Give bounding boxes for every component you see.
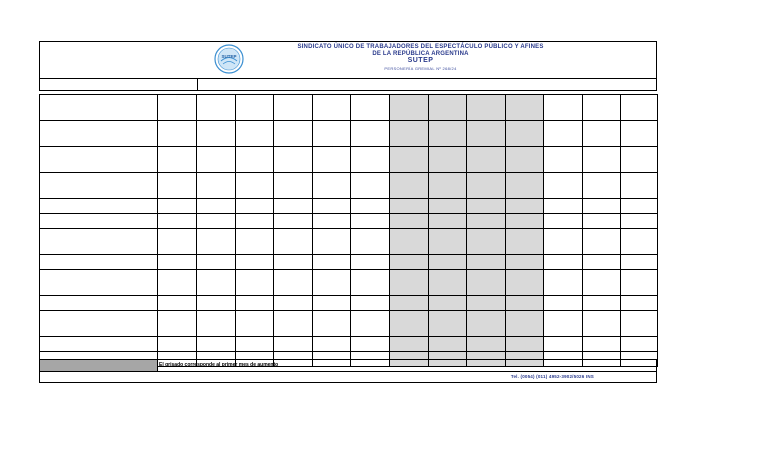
table-cell — [351, 311, 390, 337]
table-cell — [197, 229, 236, 255]
table-cell — [274, 337, 313, 352]
table-cell — [429, 255, 467, 270]
table-cell — [467, 337, 506, 352]
document-header — [39, 41, 657, 91]
table-cell — [313, 199, 351, 214]
table-cell — [274, 270, 313, 296]
salary-grid — [39, 94, 658, 367]
table-cell — [467, 199, 506, 214]
table-cell — [583, 95, 621, 121]
table-cell — [390, 311, 429, 337]
table-cell — [621, 270, 658, 296]
table-cell — [429, 270, 467, 296]
table-cell — [313, 255, 351, 270]
union-name-line2: DE LA REPÚBLICA ARGENTINA — [372, 50, 469, 57]
table-cell — [621, 147, 658, 173]
table-cell — [351, 229, 390, 255]
table-cell — [621, 255, 658, 270]
table-cell — [429, 95, 467, 121]
table-row — [40, 121, 658, 147]
table-row — [40, 337, 658, 352]
table-cell — [313, 270, 351, 296]
table-cell — [544, 95, 583, 121]
table-cell — [158, 270, 197, 296]
table-cell — [158, 311, 197, 337]
table-cell — [158, 147, 197, 173]
table-cell — [351, 173, 390, 199]
table-cell — [583, 311, 621, 337]
table-cell — [40, 173, 158, 199]
table-cell — [197, 173, 236, 199]
table-cell — [40, 147, 158, 173]
header-vertical-divider — [197, 78, 198, 90]
union-acronym: SUTEP — [407, 57, 434, 64]
table-cell — [351, 255, 390, 270]
table-cell — [583, 229, 621, 255]
table-cell — [313, 214, 351, 229]
table-cell — [467, 95, 506, 121]
table-cell — [351, 95, 390, 121]
table-cell — [506, 311, 544, 337]
table-cell — [390, 199, 429, 214]
table-cell — [467, 173, 506, 199]
table-cell — [158, 199, 197, 214]
table-cell — [467, 311, 506, 337]
table-cell — [506, 95, 544, 121]
table-cell — [583, 173, 621, 199]
table-row — [40, 147, 658, 173]
table-row — [40, 199, 658, 214]
table-cell — [236, 147, 274, 173]
table-cell — [621, 229, 658, 255]
table-cell — [467, 121, 506, 147]
table-cell — [429, 214, 467, 229]
table-cell — [40, 337, 158, 352]
table-cell — [506, 229, 544, 255]
table-cell — [351, 337, 390, 352]
table-cell — [158, 95, 197, 121]
document-footer — [39, 359, 657, 383]
table-cell — [236, 214, 274, 229]
table-cell — [467, 229, 506, 255]
table-cell — [40, 214, 158, 229]
table-cell — [274, 121, 313, 147]
table-cell — [236, 270, 274, 296]
table-cell — [583, 121, 621, 147]
table-cell — [197, 337, 236, 352]
table-cell — [390, 296, 429, 311]
table-cell — [506, 173, 544, 199]
table-cell — [429, 173, 467, 199]
table-cell — [506, 296, 544, 311]
table-cell — [351, 296, 390, 311]
table-cell — [274, 199, 313, 214]
table-cell — [467, 296, 506, 311]
table-cell — [313, 147, 351, 173]
table-cell — [583, 199, 621, 214]
table-cell — [390, 147, 429, 173]
table-cell — [583, 214, 621, 229]
table-cell — [313, 121, 351, 147]
table-cell — [158, 214, 197, 229]
table-cell — [583, 147, 621, 173]
personeria-gremial: PERSONERÍA GREMIAL Nº 268/24 — [384, 66, 457, 71]
table-cell — [621, 173, 658, 199]
table-cell — [429, 229, 467, 255]
table-cell — [236, 199, 274, 214]
table-cell — [621, 214, 658, 229]
table-cell — [313, 173, 351, 199]
table-cell — [544, 214, 583, 229]
table-row — [40, 173, 658, 199]
table-cell — [621, 311, 658, 337]
table-cell — [197, 199, 236, 214]
sutep-seal-icon — [214, 44, 244, 74]
table-cell — [583, 337, 621, 352]
table-cell — [351, 147, 390, 173]
table-cell — [583, 270, 621, 296]
table-cell — [544, 121, 583, 147]
table-cell — [544, 311, 583, 337]
table-cell — [467, 270, 506, 296]
header-divider — [40, 78, 656, 79]
table-cell — [197, 147, 236, 173]
table-cell — [390, 173, 429, 199]
union-name-line1: SINDICATO ÚNICO DE TRABAJADORES DEL ESPECTÁCULO PÚBLICO Y AFINES — [297, 44, 544, 50]
table-cell — [544, 337, 583, 352]
table-cell — [351, 121, 390, 147]
table-cell — [390, 95, 429, 121]
table-cell — [351, 214, 390, 229]
table-cell — [429, 311, 467, 337]
table-cell — [197, 214, 236, 229]
table-cell — [40, 121, 158, 147]
table-cell — [467, 214, 506, 229]
table-cell — [158, 296, 197, 311]
table-cell — [197, 121, 236, 147]
table-cell — [506, 337, 544, 352]
table-cell — [429, 296, 467, 311]
table-cell — [390, 255, 429, 270]
table-cell — [429, 337, 467, 352]
table-cell — [390, 121, 429, 147]
table-cell — [467, 147, 506, 173]
table-cell — [390, 270, 429, 296]
table-cell — [429, 121, 467, 147]
telephone: Tel. (0054) (011) 4952-3902/5026 INS — [510, 374, 594, 379]
table-cell — [313, 296, 351, 311]
table-cell — [40, 199, 158, 214]
table-cell — [583, 255, 621, 270]
table-cell — [467, 255, 506, 270]
table-cell — [40, 311, 158, 337]
legend-swatch — [40, 360, 158, 371]
table-cell — [544, 147, 583, 173]
table-cell — [544, 173, 583, 199]
table-cell — [621, 296, 658, 311]
logo-text: SUTEP — [221, 54, 237, 59]
table-row — [40, 296, 658, 311]
table-cell — [544, 296, 583, 311]
table-cell — [274, 255, 313, 270]
table-cell — [390, 337, 429, 352]
table-cell — [351, 199, 390, 214]
table-cell — [236, 296, 274, 311]
table-cell — [40, 255, 158, 270]
table-cell — [621, 199, 658, 214]
table-cell — [313, 311, 351, 337]
table-cell — [158, 255, 197, 270]
table-cell — [236, 121, 274, 147]
table-cell — [390, 214, 429, 229]
table-cell — [313, 229, 351, 255]
table-cell — [274, 95, 313, 121]
table-cell — [158, 337, 197, 352]
table-cell — [197, 311, 236, 337]
table-cell — [236, 95, 274, 121]
table-cell — [429, 199, 467, 214]
table-cell — [158, 173, 197, 199]
table-cell — [274, 147, 313, 173]
table-cell — [313, 95, 351, 121]
table-cell — [544, 255, 583, 270]
table-cell — [544, 270, 583, 296]
table-cell — [274, 173, 313, 199]
table-cell — [236, 229, 274, 255]
table-cell — [40, 296, 158, 311]
table-cell — [40, 95, 158, 121]
table-row — [40, 311, 658, 337]
table-cell — [236, 173, 274, 199]
table-row — [40, 95, 658, 121]
table-cell — [506, 121, 544, 147]
table-cell — [197, 95, 236, 121]
table-cell — [351, 270, 390, 296]
table-row — [40, 214, 658, 229]
table-cell — [197, 270, 236, 296]
legend-label: El grisado corresponde al primer mes de aumento — [159, 362, 279, 368]
table-cell — [506, 214, 544, 229]
table-cell — [274, 229, 313, 255]
table-cell — [621, 121, 658, 147]
table-cell — [274, 214, 313, 229]
header-titles — [245, 44, 596, 73]
table-cell — [506, 199, 544, 214]
table-cell — [506, 147, 544, 173]
table-cell — [621, 95, 658, 121]
table-cell — [544, 199, 583, 214]
table-cell — [40, 270, 158, 296]
table-cell — [158, 121, 197, 147]
table-cell — [621, 337, 658, 352]
table-cell — [506, 270, 544, 296]
table-cell — [390, 229, 429, 255]
table-cell — [506, 255, 544, 270]
table-cell — [236, 255, 274, 270]
table-cell — [197, 296, 236, 311]
table-cell — [583, 296, 621, 311]
table-cell — [274, 296, 313, 311]
table-cell — [236, 311, 274, 337]
table-row — [40, 229, 658, 255]
table-cell — [544, 229, 583, 255]
table-cell — [313, 337, 351, 352]
table-cell — [158, 229, 197, 255]
table-cell — [236, 337, 274, 352]
table-row — [40, 255, 658, 270]
table-cell — [40, 229, 158, 255]
table-cell — [429, 147, 467, 173]
table-cell — [197, 255, 236, 270]
table-row — [40, 270, 658, 296]
table-cell — [274, 311, 313, 337]
